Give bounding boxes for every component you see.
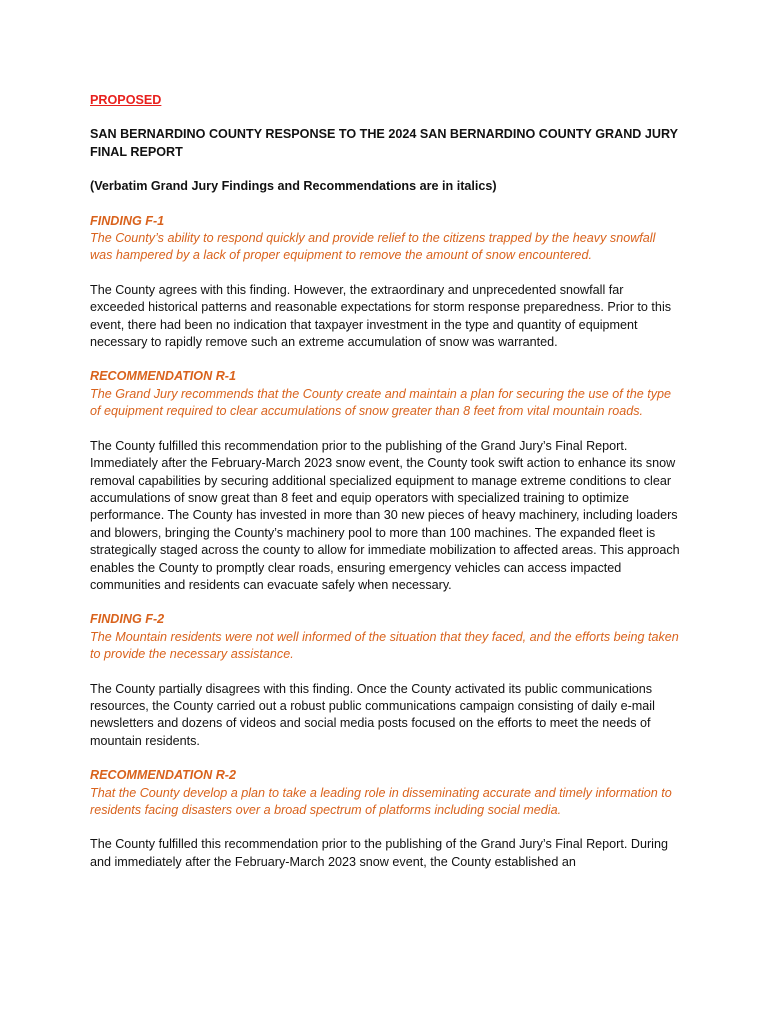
grand-jury-text: The County’s ability to respond quickly and provide relief to the citizens trapped by the heavy snowfall was hampered by a lack of proper equipment to remove the amount of snow encountered. (90, 231, 656, 263)
county-response: The County fulfilled this recommendation prior to the publishing of the Grand Jury’s Final Report. Immediately after the February-March 2023 snow event, the County took swift action to enhance its snow removal capabilities by securing additional specialized equipment to manage extreme conditions to clear accumulations of snow great than 8 feet and equip operators with specialized training to optimize performance. The County has invested in more than 30 new pieces of heavy machinery, including loaders and blowers, bringing the County’s machinery pool to more than 100 machines. The expanded fleet is strategically staged across the county to allow for immediate mobilization to affected areas. This approach enables the County to promptly clear roads, ensuring emergency vehicles can access impacted communities and residents can evacuate safely when necessary. (90, 438, 680, 592)
section-heading: RECOMMENDATION R-2 (90, 768, 236, 783)
section-heading: RECOMMENDATION R-1 (90, 369, 236, 384)
county-response: The County agrees with this finding. However, the extraordinary and unprecedented snowfall far exceeded historical patterns and reasonable expectations for storm response preparedness. Prior to this event, there had been no indication that taxpayer investment in the type and quantity of equipment necessary to rapidly remove such an extreme accumulation of snow was warranted. (90, 282, 672, 350)
finding-f2-block (90, 611, 680, 663)
county-response: The County partially disagrees with this finding. Once the County activated its public communications resources, the County carried out a robust public communications campaign consisting of daily e-mail newsletters and dozens of videos and social media posts focused on the efforts to meet the needs of mountain residents. (90, 681, 655, 748)
recommendation-r2-block (90, 767, 680, 819)
grand-jury-text: The Mountain residents were not well informed of the situation that they faced, and the efforts being taken to provide the necessary assistance. (90, 629, 679, 662)
section-heading: FINDING F-1 (90, 213, 165, 228)
section-heading: FINDING F-2 (90, 612, 165, 627)
grand-jury-text: The Grand Jury recommends that the County create and maintain a plan for securing the use of the type of equipment required to clear accumulations of snow greater than 8 feet from vital mountain roads. (90, 386, 672, 419)
recommendation-r1-block (90, 368, 680, 420)
document-title: SAN BERNARDINO COUNTY RESPONSE TO THE 2024 SAN BERNARDINO COUNTY GRAND JURY FINAL REPORT (90, 127, 678, 159)
document-subtitle: (Verbatim Grand Jury Findings and Recommendations are in italics) (90, 179, 497, 194)
proposed-label: PROPOSED (90, 93, 162, 107)
finding-f1-block (90, 213, 680, 265)
grand-jury-text: That the County develop a plan to take a leading role in disseminating accurate and timely information to residents facing disasters over a broad spectrum of platforms including social media. (90, 785, 672, 817)
county-response: The County fulfilled this recommendation prior to the publishing of the Grand Jury’s Final Report. During and immediately after the February-March 2023 snow event, the County established an (90, 837, 668, 869)
